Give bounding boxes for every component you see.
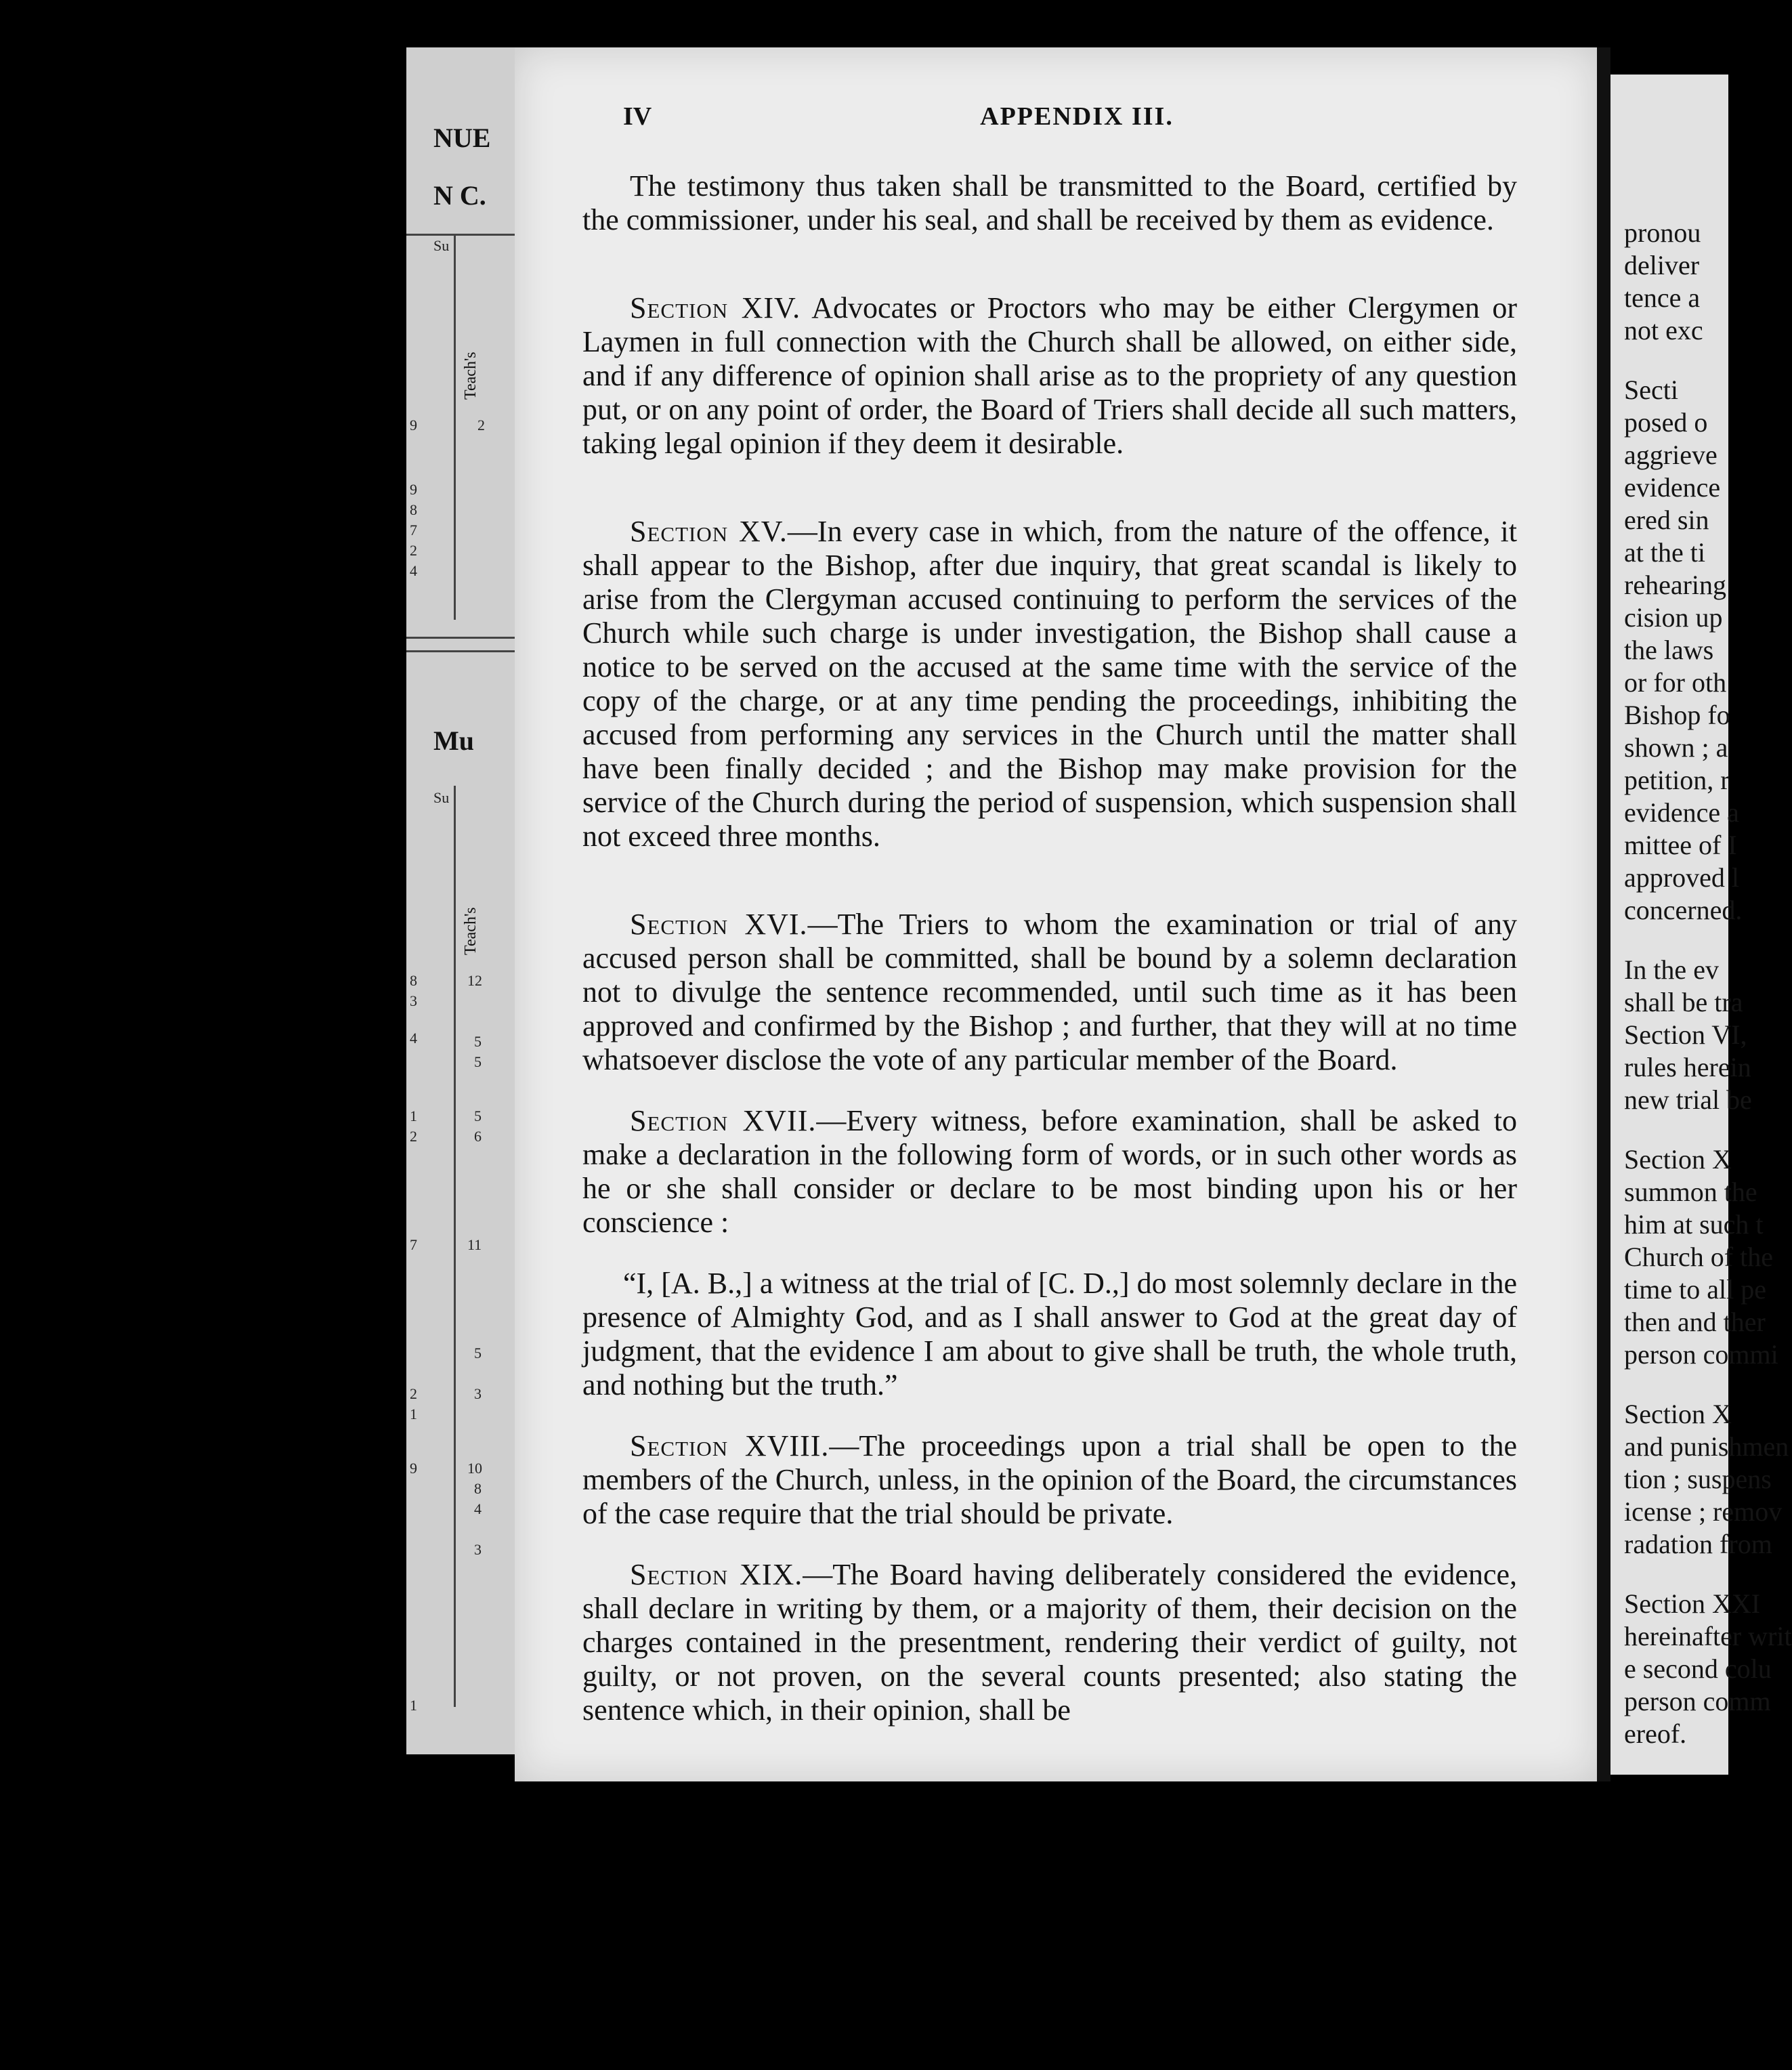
next-page-line: Section X [1624,1144,1732,1175]
next-page-line: posed o [1624,407,1708,438]
next-page-line: evidence a [1624,797,1739,828]
strip-number: 1 [410,1107,417,1124]
strip-number: 4 [474,1500,482,1517]
page-gutter [1597,47,1610,1781]
next-page-line: deliver [1624,250,1700,280]
next-page-line: cision up [1624,602,1723,633]
running-head: APPENDIX III. [980,102,1174,131]
next-page-line: e second colu [1624,1653,1772,1684]
column-header-teach: Teach's [462,352,479,400]
next-page-edge [1610,75,1792,1775]
strip-number: 1 [410,1697,417,1714]
page-number: IV [623,102,652,131]
book-page [515,47,1598,1781]
next-page-line: Section X [1624,1399,1732,1429]
strip-number: 3 [410,992,417,1009]
next-page-line: shown ; a [1624,732,1728,763]
next-page-line: tence a [1624,282,1701,313]
column-rule [454,786,456,1707]
strip-number: 5 [474,1033,482,1050]
column-header-teach: Teach's [462,907,479,955]
next-page-line: ereof. [1624,1718,1687,1749]
next-page-line: mittee of I [1624,830,1737,860]
column-header-su: Su [433,789,450,806]
section-heading: Section XVIII. [630,1429,830,1462]
section-xvii [582,1104,1517,1240]
section-heading: Section XV. [630,515,788,548]
next-page-line: aggrieve [1624,440,1718,470]
section-heading: Section XVI. [630,908,808,941]
next-page-line: Church of the [1624,1242,1773,1272]
next-page-line: not exc [1624,315,1703,345]
section-xiv [582,291,1517,461]
strip-number: 2 [477,417,485,434]
next-page-line: him at such t [1624,1209,1764,1240]
next-page-line: ered sin [1624,505,1709,535]
page-body [582,169,1517,1754]
strip-number: 3 [474,1385,482,1402]
next-page-line: evidence [1624,472,1721,503]
strip-number: 3 [474,1541,482,1558]
strip-number: 12 [467,972,482,989]
next-page-line: concerned. [1624,895,1743,925]
paragraph-text: —In every case in which, from the nature of the offence, it shall appear to the Bishop, after due inquiry, that great scandal is likely to arise from the Clergyman accused continuing to perform the services of the Church while such charge is under investigation, the Bishop shall cause a notice to be served on the accused at the same time with the service of the copy of the charge, or at any time pending the proceedings, inhibiting the accused from performing any services in the Church until the matter shall have been finally decided ; and the Bishop may make provision for the service of the Church during the period of suspension, which suspension shall not exceed three months. [582,515,1518,853]
next-page-line: person commi [1624,1339,1778,1370]
table-rule [406,234,515,236]
next-page-line: then and ther [1624,1307,1766,1337]
section-xix [582,1558,1517,1727]
strip-number: 4 [410,1030,417,1047]
section-heading: Section XVII. [630,1104,817,1137]
strip-number: 4 [410,562,417,579]
section-heading: Section XIV. [630,291,801,324]
page-header [623,102,1531,142]
next-page-line: rules herein [1624,1052,1751,1082]
table-rule [406,650,515,652]
next-page-line: tion ; suspens [1624,1464,1772,1494]
paragraph-text: —The Triers to whom the examination or trial of any accused person shall be committed, shall be bound by a solemn declaration not to divulge the sentence recommended, until such time as it has been approved and confirmed by the Bishop ; and further, that they will at no time whatsoever disclose the vote of any particular member of the Board. [582,908,1517,1076]
next-page-line: Bishop fo [1624,700,1730,730]
strip-number: 5 [474,1107,482,1124]
next-page-line: hereinafter writ [1624,1621,1792,1651]
paragraph-text: —The proceedings upon a trial shall be open to the members of the Church, unless, in the opinion of the Board, the circumstances of the case require that the trial should be private. [582,1429,1517,1530]
next-page-line: radation from [1624,1529,1772,1559]
next-page-line: rehearing [1624,570,1727,600]
strip-number: 8 [410,972,417,989]
next-page-line: Section XXI [1624,1588,1761,1619]
column-header-su: Su [433,237,450,254]
next-page-line: icense ; remov [1624,1496,1783,1527]
next-page-line: person comm [1624,1686,1771,1716]
next-page-line: pronou [1624,217,1701,248]
strip-number: 8 [474,1480,482,1497]
strip-number: 7 [410,522,417,538]
table-rule [406,637,515,639]
paragraph-text: “I, [A. B.,] a witness at the trial of [C. D.,] do most solemnly declare in the presence of Almighty God, and as I shall answer to God at the great day of judgment, that the evidence I am about to give shall be truth, the whole truth, and nothing but the truth.” [582,1267,1517,1401]
paragraph-text: —Every witness, before examination, shall be asked to make a declaration in the following form of words, or in such other words as he or she shall consider or declare to be most binding upon his or her conscience : [582,1104,1517,1239]
strip-fragment-2: N C. [433,180,486,211]
next-page-line: or for oth [1624,667,1727,698]
paragraph-testimony [582,169,1517,237]
strip-number: 1 [410,1406,417,1422]
section-xviii [582,1429,1517,1531]
next-page-line: approved l [1624,862,1739,893]
next-page-line: summon the [1624,1177,1757,1207]
paragraph-text: Advocates or Proctors who may be either Clergymen or Laymen in full connection with the Church shall be allowed, on either side, and if any difference of opinion shall arise as to the propriety of any question put, or on any point of order, the Board of Triers shall decide all such matters, taking legal opinion if they deem it desirable. [582,291,1517,460]
strip-fragment-3: Mu [433,725,474,756]
strip-number: 6 [474,1128,482,1145]
section-xvi [582,908,1517,1077]
next-page-line: and punishmen [1624,1431,1789,1462]
next-page-line: the laws [1624,635,1714,665]
next-page-line: at the ti [1624,537,1705,568]
section-xv [582,515,1517,853]
strip-number: 2 [410,1385,417,1402]
strip-fragment-1: NUE [433,123,491,153]
next-page-line: time to all pe [1624,1274,1766,1305]
next-page-line: Secti [1624,375,1678,405]
strip-number: 9 [410,417,417,434]
strip-number: 11 [467,1236,482,1253]
paragraph-text: The testimony thus taken shall be transmitted to the Board, certified by the commissioner, under his seal, and shall be received by them as evidence. [582,169,1517,236]
strip-number: 9 [410,481,417,498]
strip-number: 9 [410,1460,417,1477]
paragraph-text: —The Board having deliberately considered the evidence, shall declare in writing by them, or a majority of them, their decision on the charges contained in the presentment, rendering their verdict of guilty, not guilty, or not proven, on the several counts presented; also stating the sentence which, in their opinion, shall be [582,1558,1518,1727]
next-page-line: In the ev [1624,954,1719,985]
strip-number: 8 [410,501,417,518]
strip-number: 2 [410,1128,417,1145]
strip-number: 2 [410,542,417,559]
next-page-line: Section VI, [1624,1019,1747,1050]
strip-number: 5 [474,1053,482,1070]
column-rule [454,234,456,620]
section-heading: Section XIX. [630,1558,803,1591]
strip-number: 7 [410,1236,417,1253]
strip-number: 10 [467,1460,482,1477]
previous-page-edge [406,47,515,1754]
next-page-line: new trial be [1624,1084,1752,1115]
strip-number: 5 [474,1345,482,1361]
next-page-line: shall be tra [1624,987,1743,1017]
next-page-line: petition, r [1624,765,1730,795]
witness-declaration [582,1267,1517,1402]
